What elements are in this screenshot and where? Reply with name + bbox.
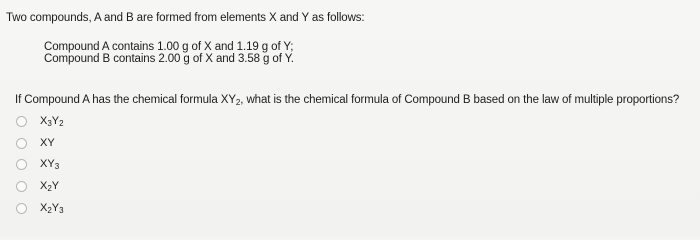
option-x2y[interactable] <box>16 177 59 195</box>
compound-b-text: Compound B contains 2.00 g of X and 3.58 g of Y. <box>44 53 294 65</box>
compound-a-text: Compound A contains 1.00 g of X and 1.19 g of Y; <box>44 41 294 53</box>
option-xy3[interactable] <box>16 155 59 173</box>
radio-button[interactable] <box>16 116 27 127</box>
option-label <box>40 115 64 127</box>
label-subscript: 3 <box>47 119 52 128</box>
option-x2y3[interactable] <box>16 199 64 217</box>
option-xy[interactable] <box>16 134 55 152</box>
radio-button[interactable] <box>16 203 27 214</box>
option-label <box>40 202 64 214</box>
label-part: X <box>40 202 48 214</box>
question-intro: Two compounds, A and B are formed from elements X and Y as follows: <box>6 12 365 24</box>
radio-button[interactable] <box>16 181 27 192</box>
label-part: Y <box>51 202 60 214</box>
label-subscript: 3 <box>54 162 60 171</box>
label-part: XY <box>40 137 55 149</box>
radio-button[interactable] <box>16 138 27 149</box>
question-prompt-subscript: 2 <box>235 98 241 107</box>
label-subscript: 2 <box>47 184 52 193</box>
label-subscript: 3 <box>59 206 64 215</box>
label-subscript: 2 <box>59 119 64 128</box>
label-part: XY <box>40 158 55 170</box>
question-prompt-end: , what is the chemical formula of Compound B based on the law of multiple proportions? <box>240 94 680 106</box>
question-prompt-start: If Compound A has the chemical formula XY <box>15 94 236 106</box>
label-part: Y <box>51 115 60 127</box>
label-part: X <box>40 115 48 127</box>
question-prompt <box>15 93 679 107</box>
label-subscript: 2 <box>47 206 52 215</box>
option-label <box>40 180 59 192</box>
option-x3y2[interactable] <box>16 112 64 130</box>
label-part: X <box>40 180 48 192</box>
option-label <box>40 158 59 170</box>
label-part: Y <box>51 180 60 192</box>
radio-button[interactable] <box>16 159 27 170</box>
option-label <box>40 137 55 149</box>
